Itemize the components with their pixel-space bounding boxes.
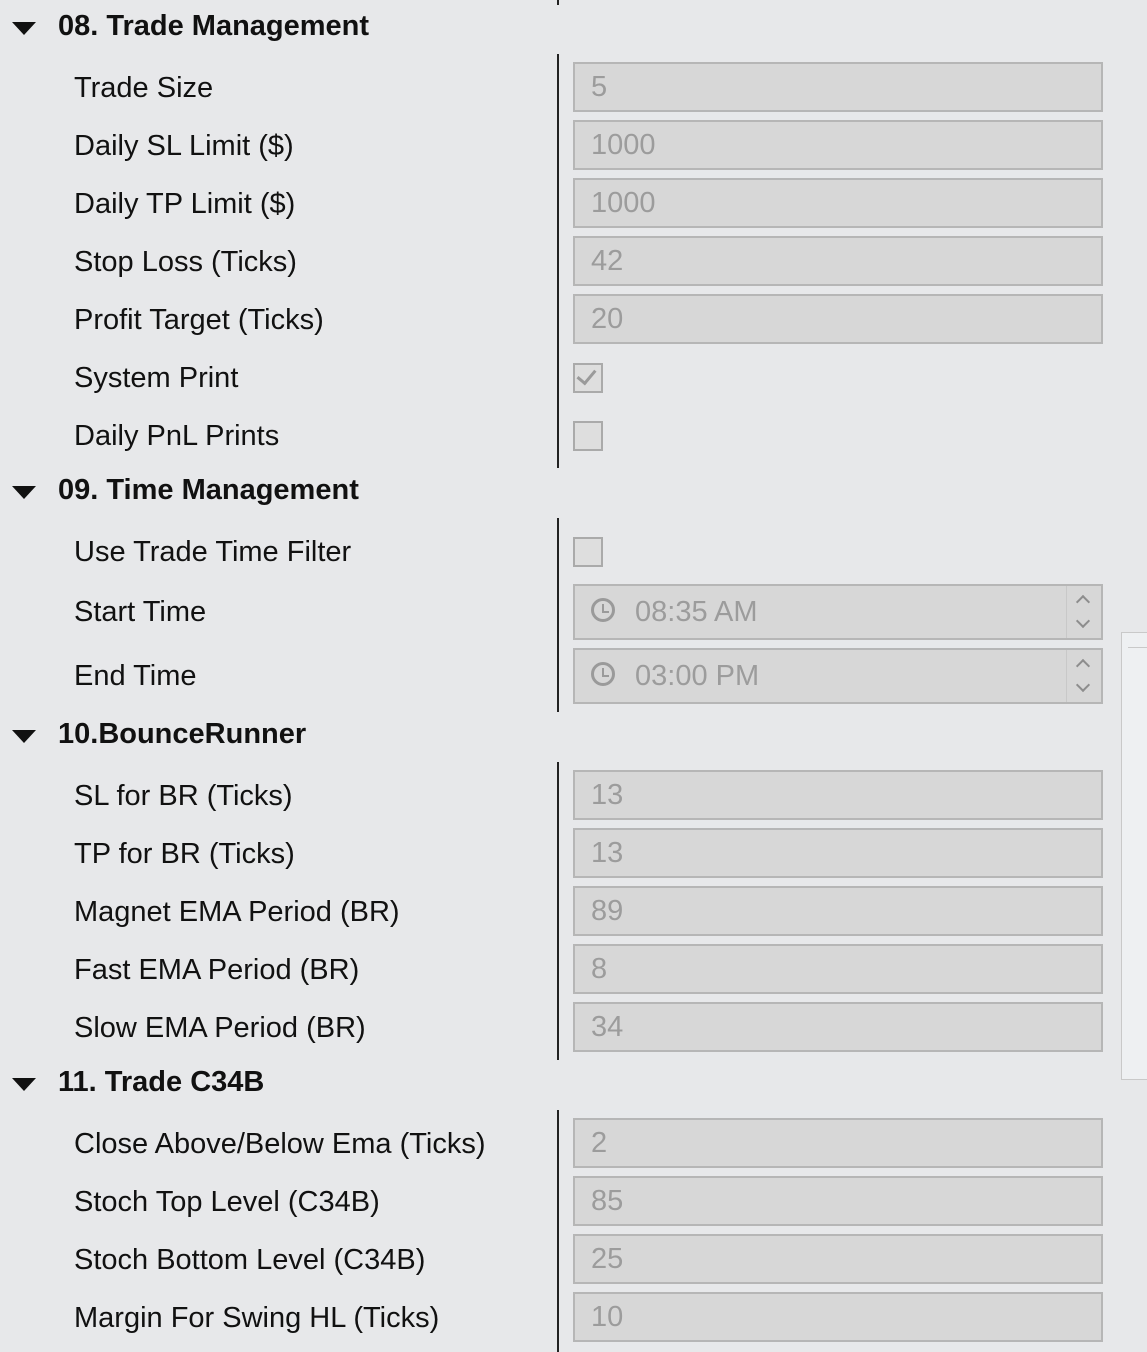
clock-icon (591, 662, 615, 686)
profit-target-input[interactable]: 20 (573, 294, 1103, 344)
magnet-ema-period-input[interactable]: 89 (573, 886, 1103, 936)
checkmark-icon (577, 365, 597, 386)
time-spinner (1066, 586, 1101, 638)
group-header-time-management[interactable] (0, 464, 560, 522)
property-label: Daily PnL Prints (74, 420, 280, 452)
clock-icon (591, 598, 615, 622)
chevron-up-icon[interactable] (1075, 590, 1091, 610)
column-divider[interactable] (557, 54, 559, 468)
property-label: Close Above/Below Ema (Ticks) (74, 1128, 486, 1160)
end-time-value[interactable]: 03:00 PM (635, 660, 760, 692)
tp-for-br-input[interactable]: 13 (573, 828, 1103, 878)
panel-separator (1128, 647, 1147, 648)
property-label: Daily SL Limit ($) (74, 130, 294, 162)
property-label: Slow EMA Period (BR) (74, 1012, 366, 1044)
daily-sl-limit-input[interactable]: 1000 (573, 120, 1103, 170)
group-header-bounce-runner[interactable] (0, 708, 560, 766)
caret-down-icon[interactable] (12, 22, 36, 35)
trade-size-input[interactable]: 5 (573, 62, 1103, 112)
column-divider[interactable] (557, 762, 559, 1060)
caret-down-icon[interactable] (12, 486, 36, 499)
property-label: Margin For Swing HL (Ticks) (74, 1302, 440, 1334)
property-label: Stoch Top Level (C34B) (74, 1186, 380, 1218)
group-header-trade-c34b[interactable] (0, 1056, 560, 1114)
sl-for-br-input[interactable]: 13 (573, 770, 1103, 820)
property-label: Magnet EMA Period (BR) (74, 896, 400, 928)
group-title: 11. Trade C34B (58, 1066, 265, 1098)
chevron-down-icon[interactable] (1075, 678, 1091, 698)
group-header-trade-management[interactable] (0, 0, 560, 58)
system-print-checkbox[interactable] (573, 363, 603, 393)
group-title: 10.BounceRunner (58, 718, 307, 750)
property-label: Stoch Bottom Level (C34B) (74, 1244, 426, 1276)
property-label: SL for BR (Ticks) (74, 780, 293, 812)
property-label: Profit Target (Ticks) (74, 304, 324, 336)
chevron-up-icon[interactable] (1075, 654, 1091, 674)
time-spinner (1066, 650, 1101, 702)
caret-down-icon[interactable] (12, 1078, 36, 1091)
caret-down-icon[interactable] (12, 730, 36, 743)
chevron-down-icon[interactable] (1075, 614, 1091, 634)
daily-pnl-prints-checkbox[interactable] (573, 421, 603, 451)
property-label: Start Time (74, 596, 207, 628)
property-label: End Time (74, 660, 197, 692)
property-label: Daily TP Limit ($) (74, 188, 296, 220)
property-label: TP for BR (Ticks) (74, 838, 295, 870)
start-time-value[interactable]: 08:35 AM (635, 596, 758, 628)
close-above-below-ema-input[interactable]: 2 (573, 1118, 1103, 1168)
group-title: 09. Time Management (58, 474, 359, 506)
property-label: Fast EMA Period (BR) (74, 954, 360, 986)
stoch-top-level-input[interactable]: 85 (573, 1176, 1103, 1226)
side-panel-edge[interactable] (1121, 632, 1147, 1080)
stop-loss-input[interactable]: 42 (573, 236, 1103, 286)
property-label: Stop Loss (Ticks) (74, 246, 297, 278)
property-label: Use Trade Time Filter (74, 536, 352, 568)
use-trade-time-filter-checkbox[interactable] (573, 537, 603, 567)
stoch-bottom-level-input[interactable]: 25 (573, 1234, 1103, 1284)
end-time-picker[interactable] (573, 648, 1103, 704)
column-divider[interactable] (557, 518, 559, 712)
group-title: 08. Trade Management (58, 10, 370, 42)
property-label: System Print (74, 362, 239, 394)
slow-ema-period-input[interactable]: 34 (573, 1002, 1103, 1052)
margin-for-swing-hl-input[interactable]: 10 (573, 1292, 1103, 1342)
daily-tp-limit-input[interactable]: 1000 (573, 178, 1103, 228)
property-label: Trade Size (74, 72, 214, 104)
column-divider[interactable] (557, 1110, 559, 1352)
fast-ema-period-input[interactable]: 8 (573, 944, 1103, 994)
start-time-picker[interactable] (573, 584, 1103, 640)
